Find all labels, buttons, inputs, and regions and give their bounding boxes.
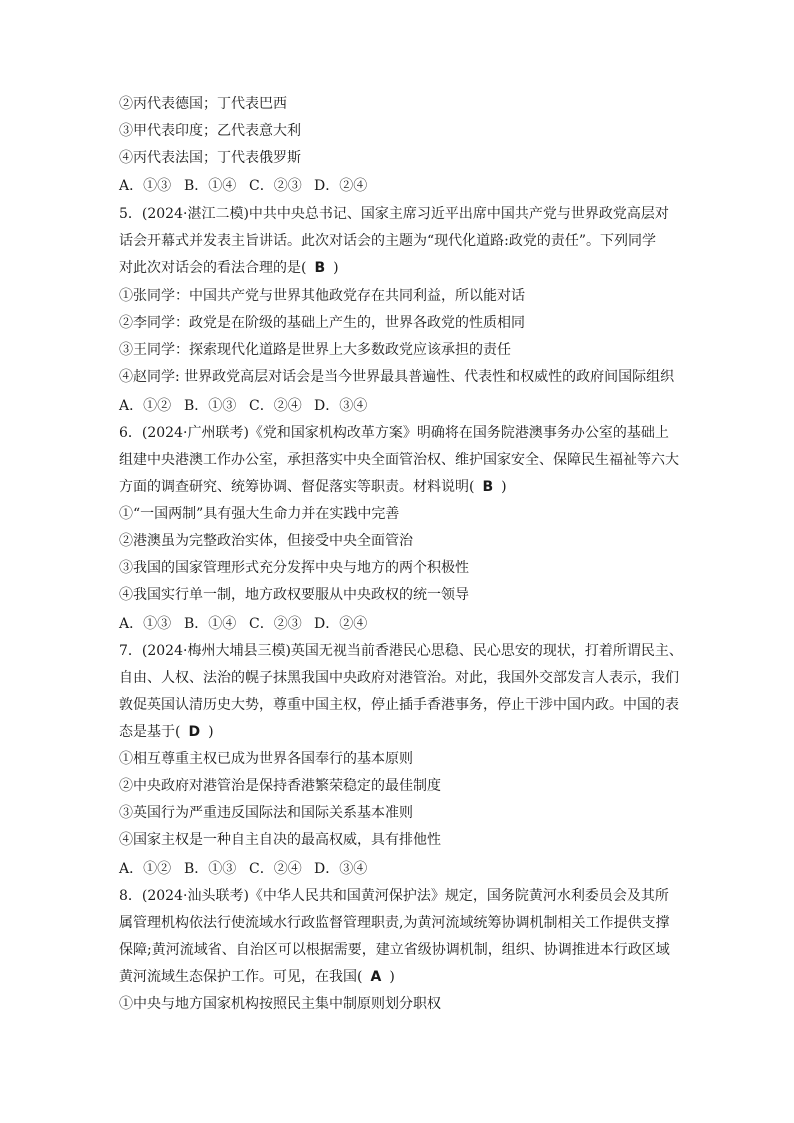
question-8-option: ①中央与地方国家机构按照民主集中制原则划分职权	[119, 996, 441, 1012]
choice-d: D．②④	[314, 616, 368, 632]
question-7-option: ①相互尊重主权已成为世界各国奉行的基本原则	[119, 751, 413, 767]
option-text: ②丙代表德国；丁代表巴西	[119, 96, 287, 112]
choice-b: B．①④	[184, 178, 237, 194]
answer-choices	[119, 396, 684, 416]
question-5-stem: 对此次对话会的看法合理的是( B )	[119, 260, 339, 276]
question-5-option: ②李同学：政党是在阶级的基础上产生的，世界各政党的性质相同	[119, 315, 525, 331]
answer-choices	[119, 859, 684, 879]
question-6-option: ②港澳虽为完整政治实体，但接受中央全面管治	[119, 533, 413, 549]
answer-key: B	[314, 260, 326, 276]
answer-choices	[119, 614, 684, 634]
option-text: ③甲代表印度；乙代表意大利	[119, 123, 301, 139]
question-6-stem: 6．(2024·广州联考)《党和国家机构改革方案》明确将在国务院港澳事务办公室的基础上	[119, 425, 669, 441]
choice-c: C．②③	[249, 616, 302, 632]
question-5-stem: 5．(2024·湛江二模)中共中央总书记、国家主席习近平出席中国共产党与世界政党高层对	[119, 206, 669, 222]
choice-c: C．②④	[249, 398, 302, 414]
question-8-stem: 黄河流域生态保护工作。可见，在我国( A )	[119, 969, 395, 985]
question-8-stem: 8．(2024·汕头联考)《中华人民共和国黄河保护法》规定，国务院黄河水利委员会及其所	[119, 888, 669, 904]
answer-key: B	[482, 479, 494, 495]
question-5-option: ③王同学：探索现代化道路是世界上大多数政党应该承担的责任	[119, 342, 511, 358]
choice-a: A．①②	[119, 398, 172, 414]
question-5-stem: 话会开幕式并发表主旨讲话。此次对话会的主题为“现代化道路:政党的责任”。下列同学	[119, 233, 657, 249]
question-7-stem: 态是基于( D )	[119, 724, 214, 740]
choice-c: C．②③	[249, 178, 302, 194]
question-6-stem: 组建中央港澳工作办公室，承担落实中央全面管治权、维护国家安全、保障民生福祉等六大	[119, 452, 679, 468]
question-7-stem: 自由、人权、法治的幌子抹黑我国中央政府对港管治。对此，我国外交部发言人表示，我们	[119, 670, 679, 686]
choice-a: A．①③	[119, 616, 172, 632]
question-5-option: ④赵同学: 世界政党高层对话会是当今世界最具普遍性、代表性和权威性的政府间国际组织	[119, 369, 675, 385]
question-7-stem: 7．(2024·梅州大埔县三模)英国无视当前香港民心思稳、民心思安的现状，打着所谓民主、	[119, 643, 683, 659]
choice-d: D．②④	[314, 178, 368, 194]
question-8-stem: 属管理机构依法行使流域水行政监督管理职责,为黄河流域统筹协调机制相关工作提供支撑	[119, 915, 670, 931]
question-7-option: ③英国行为严重违反国际法和国际关系基本准则	[119, 805, 413, 821]
answer-key: A	[370, 969, 382, 985]
question-6-option: ①“一国两制”具有强大生命力并在实践中完善	[119, 506, 400, 522]
question-7-option: ②中央政府对港管治是保持香港繁荣稳定的最佳制度	[119, 778, 441, 794]
choice-b: B．①③	[184, 398, 237, 414]
question-6-option: ③我国的国家管理形式充分发挥中央与地方的两个积极性	[119, 560, 469, 576]
question-7-stem: 敦促英国认清历史大势，尊重中国主权，停止插手香港事务，停止干涉中国内政。中国的表	[119, 697, 679, 713]
choice-b: B．①④	[184, 616, 237, 632]
answer-choices	[119, 176, 684, 196]
choice-d: D．③④	[314, 861, 368, 877]
choice-d: D．③④	[314, 398, 368, 414]
answer-key: D	[188, 724, 201, 740]
choice-a: A．①②	[119, 861, 172, 877]
option-text: ④丙代表法国；丁代表俄罗斯	[119, 150, 301, 166]
question-6-option: ④我国实行单一制，地方政权要服从中央政权的统一领导	[119, 587, 469, 603]
choice-b: B．①③	[184, 861, 237, 877]
question-7-option: ④国家主权是一种自主自决的最高权威，具有排他性	[119, 832, 441, 848]
question-5-option: ①张同学：中国共产党与世界其他政党存在共同利益，所以能对话	[119, 288, 525, 304]
choice-a: A．①③	[119, 178, 172, 194]
question-6-stem: 方面的调查研究、统筹协调、督促落实等职责。材料说明( B )	[119, 479, 507, 495]
question-8-stem: 保障;黄河流域省、自治区可以根据需要，建立省级协调机制，组织、协调推进本行政区域	[119, 942, 670, 958]
choice-c: C．②④	[249, 861, 302, 877]
